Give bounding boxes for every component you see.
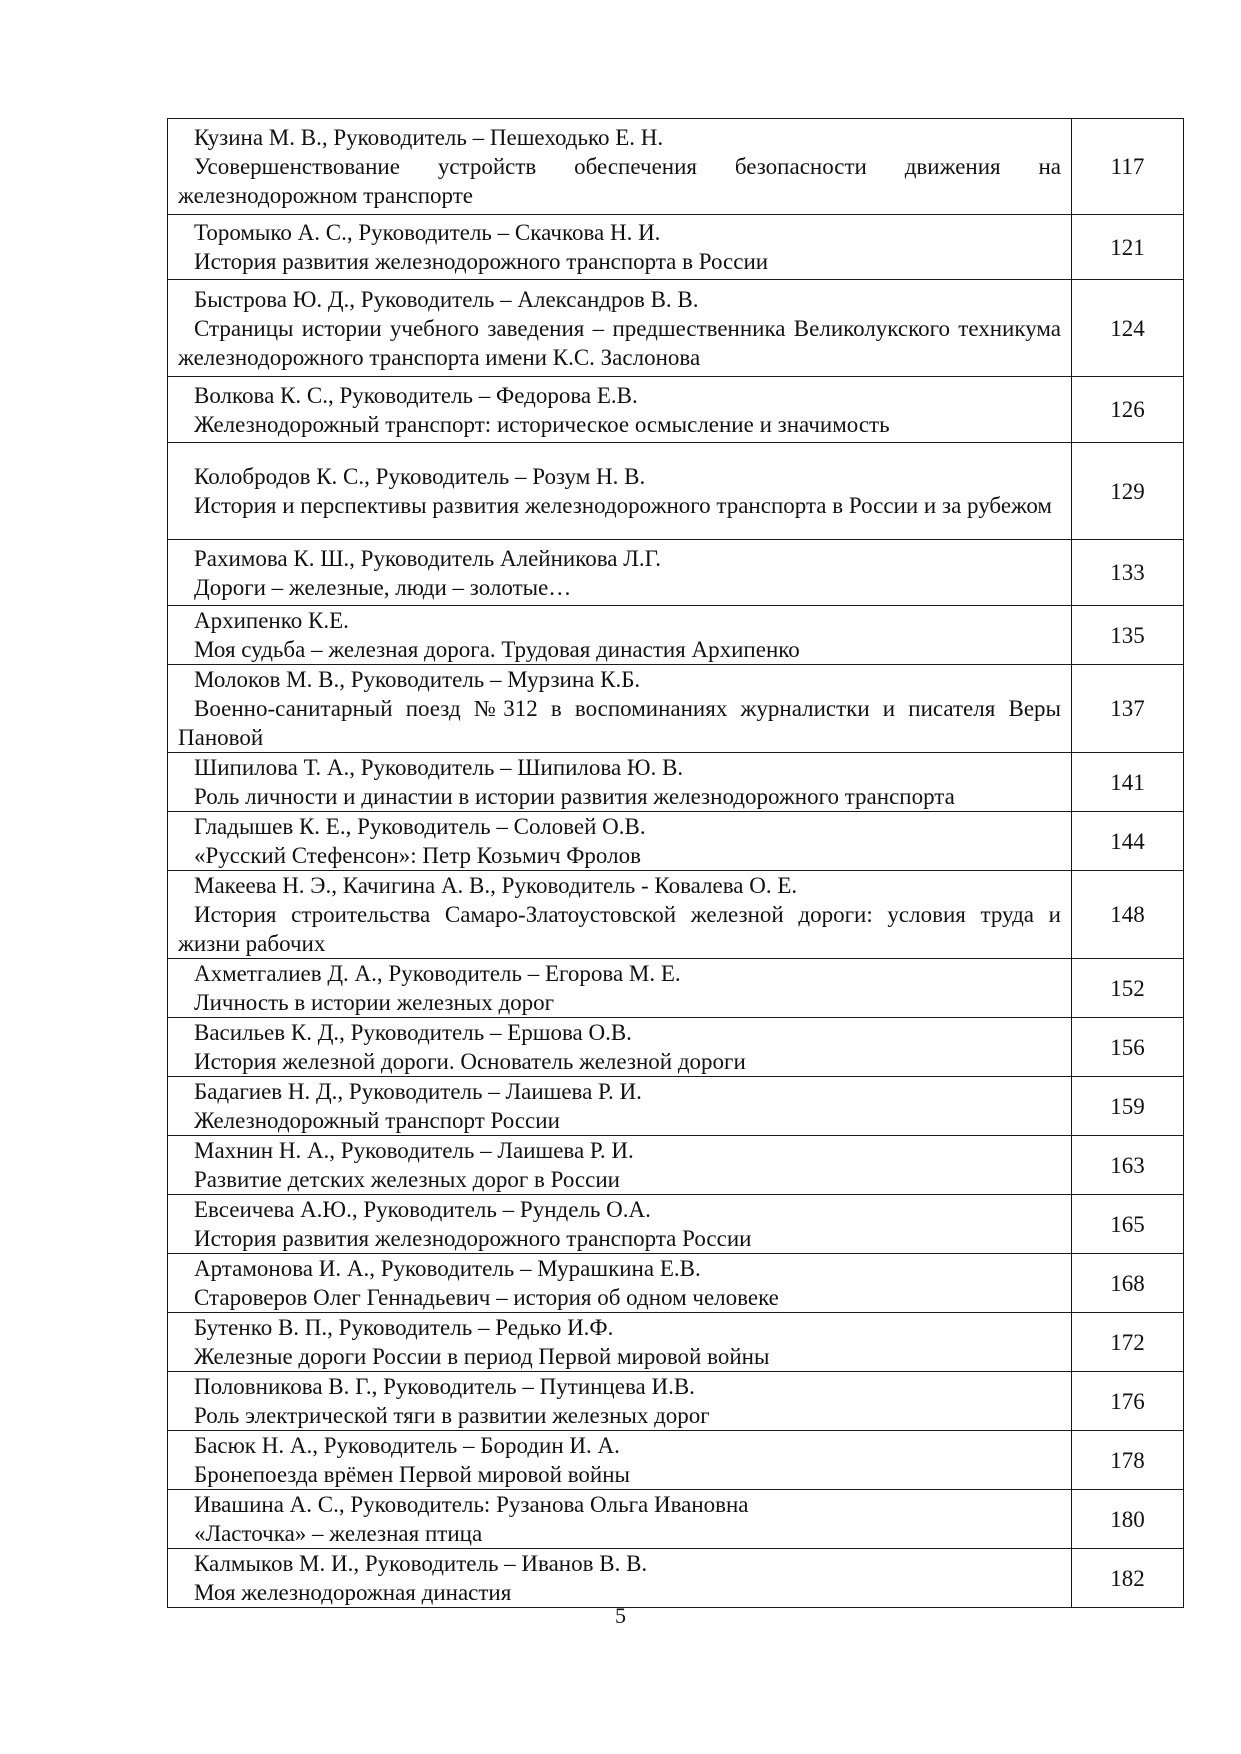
entry-page: 165	[1072, 1195, 1184, 1254]
entry-title: История строительства Самаро-Златоустовской железной дороги: условия труда и жизни рабочих	[178, 902, 1061, 956]
entry-author: Басюк Н. А., Руководитель – Бородин И. А.	[194, 1433, 620, 1458]
entry-title: Моя железнодорожная династия	[194, 1580, 512, 1605]
entry-title: «Ласточка» – железная птица	[194, 1521, 483, 1546]
table-row	[168, 1549, 1184, 1608]
entry-title: Дороги – железные, люди – золотые…	[194, 574, 572, 600]
table-row	[168, 812, 1184, 871]
entry-title: Староверов Олег Геннадьевич – история об одном человеке	[194, 1285, 779, 1310]
entry-title: «Русский Стефенсон»: Петр Козьмич Фролов	[194, 843, 641, 868]
entry-author: Гладышев К. Е., Руководитель – Соловей О.В.	[194, 814, 646, 839]
entry-text-cell	[168, 1490, 1072, 1549]
entry-page: 121	[1072, 215, 1184, 280]
entry-page: 172	[1072, 1313, 1184, 1372]
table-row	[168, 1136, 1184, 1195]
entry-author: Ахметгалиев Д. А., Руководитель – Егорова М. Е.	[194, 961, 681, 986]
entry-text-cell	[168, 1077, 1072, 1136]
table-row	[168, 1313, 1184, 1372]
entry-text-cell	[168, 606, 1072, 665]
entry-page: 126	[1072, 377, 1184, 443]
entry-author: Бутенко В. П., Руководитель – Редько И.Ф.	[194, 1315, 614, 1340]
table-row	[168, 1372, 1184, 1431]
entry-title: История железной дороги. Основатель железной дороги	[194, 1049, 746, 1074]
entry-title: История развития железнодорожного транспорта в России	[194, 249, 769, 274]
entry-author: Махнин Н. А., Руководитель – Лаишева Р. И.	[194, 1138, 634, 1163]
table-row	[168, 377, 1184, 443]
entry-text-cell	[168, 540, 1072, 606]
entry-author: Ивашина А. С., Руководитель: Рузанова Ольга Ивановна	[194, 1492, 749, 1517]
entry-text-cell	[168, 1195, 1072, 1254]
entry-text-cell	[168, 443, 1072, 540]
entry-author: Колобродов К. С., Руководитель – Розум Н. В.	[194, 464, 646, 489]
entry-text-cell	[168, 215, 1072, 280]
entry-page: 182	[1072, 1549, 1184, 1608]
table-row	[168, 119, 1184, 215]
table-row	[168, 606, 1184, 665]
entry-author: Торомыко А. С., Руководитель – Скачкова Н. И.	[194, 220, 661, 245]
entry-page: 135	[1072, 606, 1184, 665]
entry-title: История развития железнодорожного транспорта России	[194, 1226, 752, 1251]
entry-title: Роль электрической тяги в развитии железных дорог	[194, 1403, 710, 1428]
entry-author: Архипенко К.Е.	[194, 608, 349, 633]
table-row	[168, 665, 1184, 753]
table-row	[168, 1195, 1184, 1254]
entry-page: 168	[1072, 1254, 1184, 1313]
entry-text-cell	[168, 1431, 1072, 1490]
entry-title: Развитие детских железных дорог в России	[194, 1167, 620, 1192]
entry-text-cell	[168, 1372, 1072, 1431]
entry-text-cell	[168, 119, 1072, 215]
table-row	[168, 1077, 1184, 1136]
entry-page: 180	[1072, 1490, 1184, 1549]
entry-page: 137	[1072, 665, 1184, 753]
entry-text-cell	[168, 1254, 1072, 1313]
table-row	[168, 215, 1184, 280]
table-row	[168, 1254, 1184, 1313]
entry-title: Железнодорожный транспорт: историческое осмысление и значимость	[194, 411, 890, 437]
entry-author: Молоков М. В., Руководитель – Мурзина К.Б.	[194, 667, 641, 692]
table-row	[168, 443, 1184, 540]
entry-author: Рахимова К. Ш., Руководитель Алейникова Л.Г.	[194, 545, 662, 571]
entry-page: 148	[1072, 871, 1184, 959]
entry-text-cell	[168, 280, 1072, 377]
entry-page: 176	[1072, 1372, 1184, 1431]
entry-author: Половникова В. Г., Руководитель – Путинцева И.В.	[194, 1374, 695, 1399]
table-row	[168, 1018, 1184, 1077]
entry-title: Роль личности и династии в истории развития железнодорожного транспорта	[194, 784, 955, 809]
table-row	[168, 280, 1184, 377]
entry-author: Васильев К. Д., Руководитель – Ершова О.В.	[194, 1020, 632, 1045]
entry-author: Бадагиев Н. Д., Руководитель – Лаишева Р. И.	[194, 1079, 642, 1104]
entry-title: Железнодорожный транспорт России	[194, 1108, 560, 1133]
entry-title: Страницы истории учебного заведения – предшественника Великолукского техникума железнодорожного транспорта имени К.С. Заслонова	[178, 315, 1061, 370]
entry-text-cell	[168, 377, 1072, 443]
table-row	[168, 1490, 1184, 1549]
table-row	[168, 959, 1184, 1018]
entry-title: Железные дороги России в период Первой мировой войны	[194, 1344, 770, 1369]
entry-text-cell	[168, 1136, 1072, 1195]
entry-author: Евсеичева А.Ю., Руководитель – Рундель О.А.	[194, 1197, 651, 1222]
table-row	[168, 540, 1184, 606]
entry-page: 163	[1072, 1136, 1184, 1195]
entry-page: 156	[1072, 1018, 1184, 1077]
table-row	[168, 1431, 1184, 1490]
entry-text-cell	[168, 959, 1072, 1018]
entry-author: Быстрова Ю. Д., Руководитель – Александров В. В.	[194, 286, 699, 312]
entry-title: История и перспективы развития железнодорожного транспорта в России и за рубежом	[194, 493, 1052, 518]
entry-page: 117	[1072, 119, 1184, 215]
entry-text-cell	[168, 1313, 1072, 1372]
entry-page: 133	[1072, 540, 1184, 606]
entry-title: Усовершенствование устройств обеспечения безопасности движения на железнодорожном транспорте	[178, 154, 1061, 208]
entry-text-cell	[168, 665, 1072, 753]
entry-page: 159	[1072, 1077, 1184, 1136]
entry-author: Шипилова Т. А., Руководитель – Шипилова Ю. В.	[194, 755, 684, 780]
entry-page: 144	[1072, 812, 1184, 871]
entry-author: Кузина М. В., Руководитель – Пешеходько Е. Н.	[194, 125, 664, 150]
entry-title: Военно-санитарный поезд №312 в воспоминаниях журналистки и писателя Веры Пановой	[178, 696, 1061, 750]
entry-page: 152	[1072, 959, 1184, 1018]
entry-page: 141	[1072, 753, 1184, 812]
entry-text-cell	[168, 871, 1072, 959]
entry-title: Бронепоезда врёмен Первой мировой войны	[194, 1462, 631, 1487]
entry-title: Личность в истории железных дорог	[194, 990, 555, 1015]
entry-text-cell	[168, 812, 1072, 871]
entry-text-cell	[168, 1549, 1072, 1608]
entry-text-cell	[168, 753, 1072, 812]
table-of-contents	[167, 118, 1184, 1608]
entry-text-cell	[168, 1018, 1072, 1077]
entry-author: Артамонова И. А., Руководитель – Мурашкина Е.В.	[194, 1256, 701, 1281]
table-row	[168, 871, 1184, 959]
entry-page: 178	[1072, 1431, 1184, 1490]
entry-page: 124	[1072, 280, 1184, 377]
page-number: 5	[615, 1603, 626, 1628]
entry-author: Макеева Н. Э., Качигина А. В., Руководитель - Ковалева О. Е.	[194, 873, 798, 898]
entry-title: Моя судьба – железная дорога. Трудовая династия Архипенко	[194, 637, 800, 662]
table-row	[168, 753, 1184, 812]
entry-author: Волкова К. С., Руководитель – Федорова Е.В.	[194, 382, 638, 408]
entry-page: 129	[1072, 443, 1184, 540]
entry-author: Калмыков М. И., Руководитель – Иванов В. В.	[194, 1551, 648, 1576]
